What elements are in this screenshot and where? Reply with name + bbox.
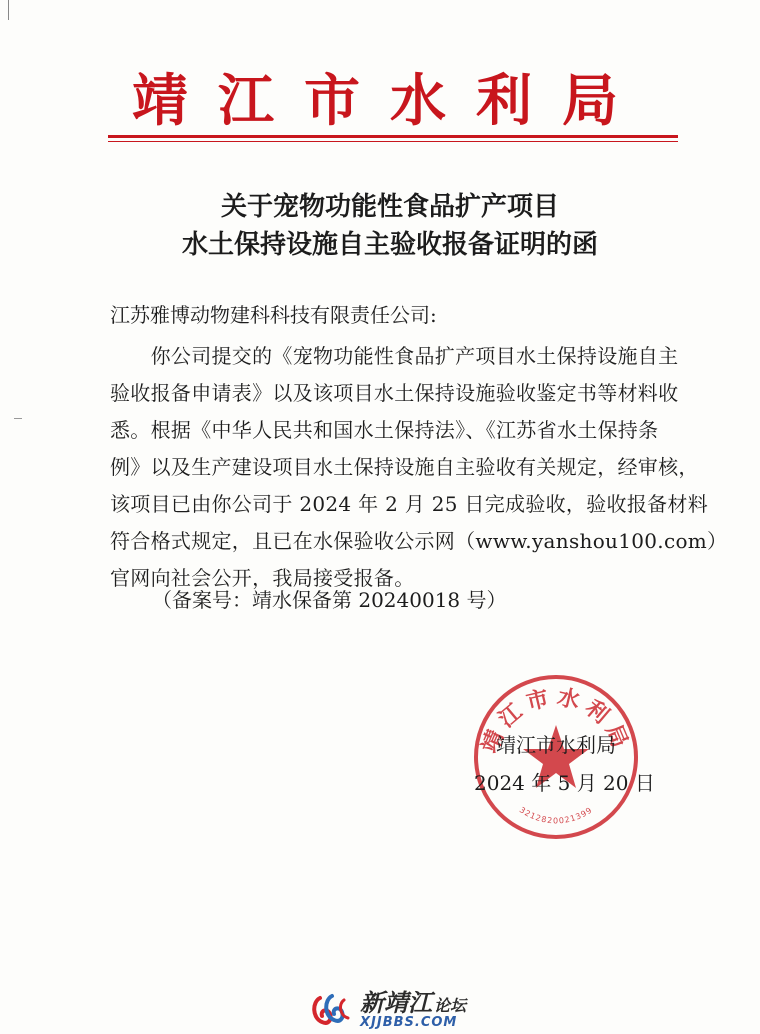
forum-logo-icon	[310, 990, 356, 1030]
watermark-suffix: 论坛	[434, 995, 467, 1015]
filing-number: （备案号：靖水保备第 20240018 号）	[152, 588, 507, 612]
svg-text:靖江市水利局: 靖江市水利局	[476, 683, 636, 757]
watermark-domain: XJJBBS.COM	[360, 1014, 458, 1030]
letterhead-rule-thin	[108, 141, 678, 142]
svg-text:3212820021399: 3212820021399	[517, 805, 595, 826]
body-line: 例》以及生产建设项目水土保持设施自主验收有关规定，经审核，	[110, 455, 699, 479]
issue-date: 2024 年 5 月 20 日	[474, 771, 655, 795]
document-title-line-2: 水土保持设施自主验收报备证明的函	[181, 230, 598, 260]
forum-watermark	[310, 990, 466, 1030]
body-line: 该项目已由你公司于 2024 年 2 月 25 日完成验收，验收报备材料	[110, 492, 709, 516]
watermark-text	[360, 988, 467, 1030]
addressee: 江苏雅博动物建科科技有限责任公司:	[110, 303, 437, 327]
letterhead-rule-thick	[108, 135, 678, 138]
scan-edge-mark	[8, 0, 9, 20]
letter-body	[110, 338, 728, 597]
body-line: 官网向社会公开，我局接受报备。	[110, 566, 415, 590]
issuer-signature: 靖江市水利局	[496, 733, 616, 757]
scan-margin-mark	[14, 418, 22, 419]
document-title	[100, 188, 680, 264]
body-line: 你公司提交的《宠物功能性食品扩产项目水土保持设施自主	[110, 344, 679, 368]
watermark-site-name: 新靖江	[360, 988, 432, 1017]
document-title-line-1: 关于宠物功能性食品扩产项目	[220, 192, 559, 222]
body-line: 符合格式规定，且已在水保验收公示网（www.yanshou100.com）	[110, 529, 728, 553]
letterhead-title: 靖江市水利局	[132, 68, 648, 134]
body-line: 验收报备申请表》以及该项目水土保持设施验收鉴定书等材料收	[110, 381, 679, 405]
body-line: 悉。根据《中华人民共和国水土保持法》、《江苏省水土保持条	[110, 418, 659, 442]
